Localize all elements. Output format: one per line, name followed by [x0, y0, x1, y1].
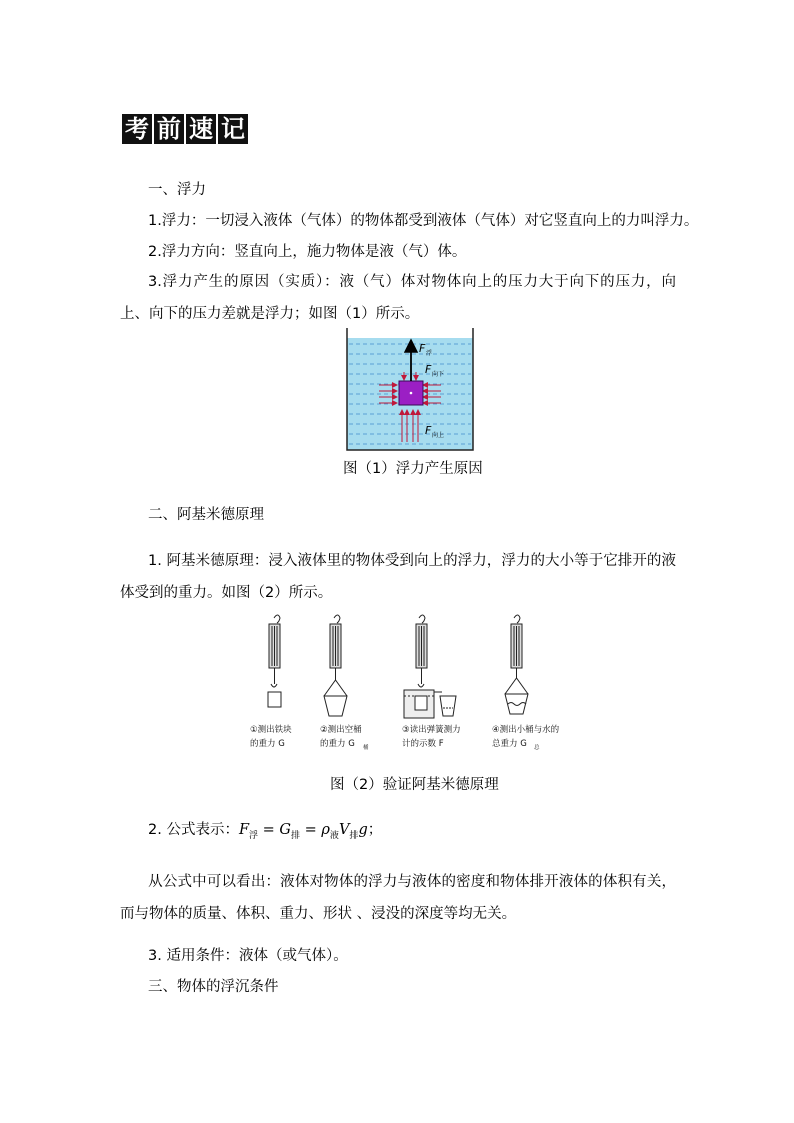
label-f-up: F: [425, 424, 432, 437]
section2-heading: 二、阿基米德原理: [148, 507, 264, 523]
spring-scale-1: [268, 615, 281, 707]
label-f-down: F: [425, 363, 432, 376]
label-f-buoy-sub: 浮: [426, 350, 433, 357]
title-badge: [122, 114, 248, 144]
formula-label: 2. 公式表示：: [148, 822, 239, 838]
section2-item3: 3. 适用条件：液体（或气体）。: [148, 948, 348, 964]
step4-label-sub: 总: [534, 745, 540, 751]
spring-scale-4: [505, 615, 528, 714]
section1-item3-text: 3.浮力产生的原因（实质）：液（气）体对物体向上的压力大于向下的压力，向上、向下的压力差就是浮力；如图（1）所示。: [120, 274, 676, 322]
step3-label-line2: 计的示数 F: [402, 739, 444, 749]
step1-label-line2: 的重力 G: [250, 739, 285, 749]
badge-char: 前: [154, 114, 184, 144]
section1-heading: 一、浮力: [148, 182, 206, 198]
section2-item1-text: 1. 阿基米德原理：浸入液体里的物体受到向上的浮力，浮力的大小等于它排开的液体受到的重力。如图（2）所示。: [120, 553, 676, 601]
label-f-buoy: F: [419, 342, 426, 355]
step4-label-line1: ④测出小桶与水的: [492, 725, 560, 735]
section2-conclusion-text: 从公式中可以看出：液体对物体的浮力与液体的密度和物体排开液体的体积有关，而与物体的质量、体积、重力、形状 、浸没的深度等均无关。: [120, 874, 676, 922]
section1-item3: [120, 266, 676, 330]
formula: $F_浮 = G_排 = \rho_液V_排g$: [238, 822, 368, 841]
figure-archimedes-experiment: [244, 612, 584, 760]
figure-buoyancy-cause: [345, 328, 475, 452]
step3-label-line1: ③读出弹簧测力: [402, 725, 461, 735]
spring-scale-3: [404, 615, 456, 718]
badge-char: 考: [122, 114, 152, 144]
spring-scale-2: [324, 615, 347, 716]
step2-label-line1: ②测出空桶: [320, 725, 362, 735]
section1-item1: 1.浮力：一切浸入液体（气体）的物体都受到液体（气体）对它竖直向上的力叫浮力。: [148, 213, 699, 229]
step1-label-line1: ①测出铁块: [250, 725, 292, 735]
section2-conclusion: [120, 866, 676, 930]
section2-formula-line: 2. 公式表示：$F_浮 = G_排 = \rho_液V_排g$；: [148, 822, 383, 841]
step4-label-line2: 总重力 G: [492, 739, 527, 749]
section1-item2: 2.浮力方向：竖直向上，施力物体是液（气）体。: [148, 244, 467, 260]
step2-label-line2: 的重力 G: [320, 739, 355, 749]
step2-label-sub: 桶: [363, 745, 369, 751]
figure2-caption: 图（2）验证阿基米德原理: [330, 777, 499, 793]
label-f-down-sub: 向下: [432, 371, 445, 378]
section3-heading: 三、物体的浮沉条件: [148, 979, 279, 995]
badge-char: 记: [218, 114, 248, 144]
section2-item1: [120, 545, 676, 609]
badge-char: 速: [186, 114, 216, 144]
label-f-up-sub: 向上: [432, 432, 445, 439]
figure1-caption: 图（1）浮力产生原因: [343, 461, 483, 477]
